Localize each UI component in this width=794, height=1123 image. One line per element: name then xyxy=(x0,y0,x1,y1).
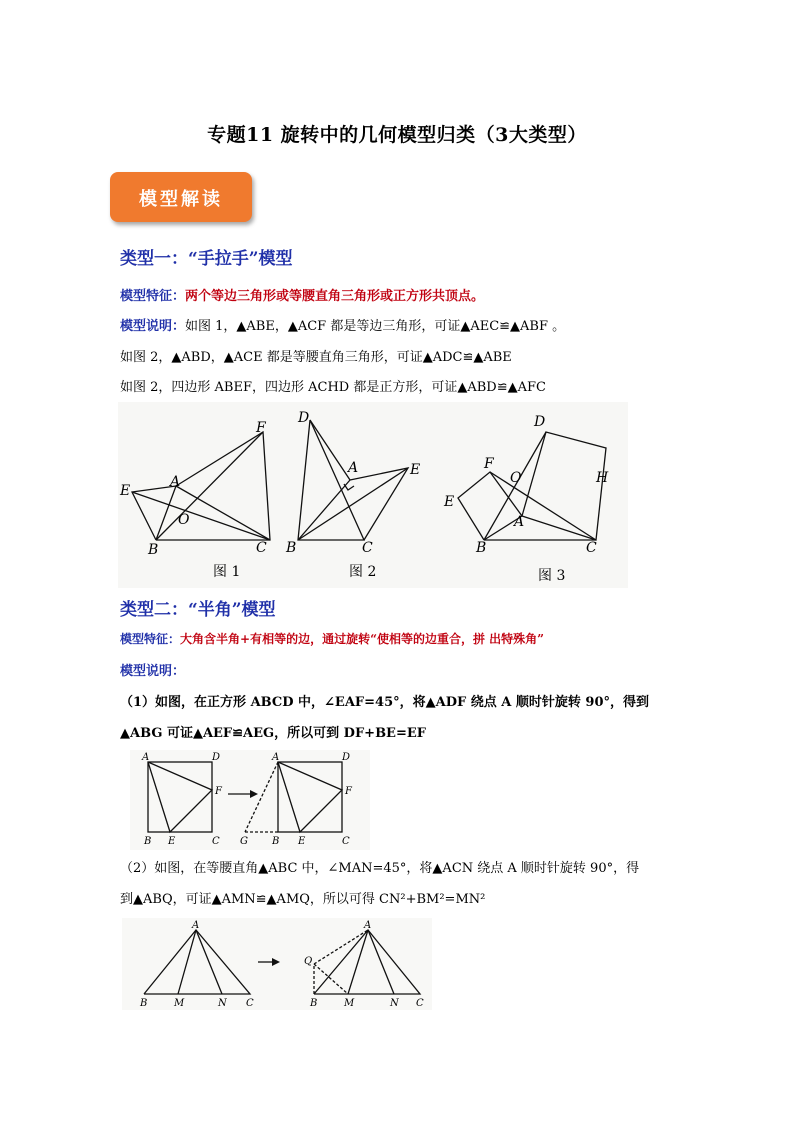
svg-text:B: B xyxy=(272,836,280,847)
svg-text:M: M xyxy=(344,998,355,1009)
fig1-label-b: B xyxy=(148,542,159,558)
svg-text:Q: Q xyxy=(304,956,313,967)
type2-p1-line1: （1）如图，在正方形 ABCD 中，∠EAF=45°，将▲ADF 绕点 A 顺时针旋转 90°，得到 xyxy=(120,695,650,710)
svg-text:E: E xyxy=(298,836,306,847)
type1-line3: 如图 2，四边形 ABEF，四边形 ACHD 都是正方形，可证▲ABD≌▲AFC xyxy=(120,380,546,395)
type1-feature-label: 模型特征： xyxy=(120,289,186,304)
svg-text:M: M xyxy=(174,998,185,1009)
fig1-label-f: F xyxy=(256,420,266,436)
svg-text:C: C xyxy=(246,998,254,1009)
svg-text:C: C xyxy=(416,998,424,1009)
fig3-label-d: D xyxy=(534,414,546,430)
fig1-label-c: C xyxy=(256,540,267,556)
fig1-label-a: A xyxy=(170,474,181,490)
type1-explain-line1 xyxy=(120,315,565,334)
type2-figure-1 xyxy=(130,750,370,850)
svg-text:A: A xyxy=(272,752,280,763)
type2-feature xyxy=(120,630,544,647)
fig2-label-c: C xyxy=(362,540,373,556)
fig3-label-o: O xyxy=(510,470,522,486)
section-banner xyxy=(110,172,252,222)
fig3-caption: 图 3 xyxy=(538,568,566,584)
fig1-caption: 图 1 xyxy=(213,564,241,580)
page-title: 专题11 旋转中的几何模型归类（3大类型） xyxy=(207,124,587,146)
type1-line2: 如图 2，▲ABD，▲ACE 都是等腰直角三角形，可证▲ADC≌▲ABE xyxy=(120,350,512,365)
fig1-label-o: O xyxy=(178,512,190,528)
type1-explain-label: 模型说明： xyxy=(120,319,186,334)
fig2-caption: 图 2 xyxy=(349,564,377,580)
fig3-label-h: H xyxy=(596,470,609,486)
svg-text:A: A xyxy=(192,920,200,931)
svg-text:B: B xyxy=(310,998,318,1009)
type1-feature-text: 两个等边三角形或等腰直角三角形或正方形共顶点。 xyxy=(185,289,485,304)
fig3-label-a: A xyxy=(514,514,525,530)
svg-text:E: E xyxy=(168,836,176,847)
svg-text:D: D xyxy=(212,752,221,763)
fig3-label-e: E xyxy=(444,494,455,510)
type2-explain-label: 模型说明： xyxy=(120,664,186,679)
svg-text:G: G xyxy=(240,836,248,847)
svg-text:F: F xyxy=(215,786,222,797)
svg-text:B: B xyxy=(144,836,152,847)
type1-line1: 如图 1，▲ABE，▲ACF 都是等边三角形，可证▲AEC≌▲ABF 。 xyxy=(185,319,566,334)
svg-text:C: C xyxy=(342,836,350,847)
fig2-label-e: E xyxy=(410,462,421,478)
svg-text:N: N xyxy=(218,998,227,1009)
fig2-label-d: D xyxy=(298,410,310,426)
svg-text:A: A xyxy=(142,752,150,763)
type2-p1-line2: ▲ABG 可证▲AEF≌AEG，所以可到 DF+BE=EF xyxy=(120,726,427,741)
svg-text:D: D xyxy=(342,752,351,763)
banner-label: 模型解读 xyxy=(139,189,223,210)
fig3-label-c: C xyxy=(586,540,597,556)
fig1-label-e: E xyxy=(120,483,131,499)
type2-figure-2 xyxy=(122,918,432,1010)
svg-text:B: B xyxy=(140,998,148,1009)
svg-text:C: C xyxy=(212,836,220,847)
type1-heading: 类型一：“手拉手”模型 xyxy=(120,249,293,269)
type2-feature-label: 模型特征： xyxy=(120,632,181,646)
svg-text:A: A xyxy=(364,920,372,931)
fig2-label-b: B xyxy=(286,540,297,556)
type1-figures xyxy=(118,402,628,588)
svg-text:F: F xyxy=(345,786,352,797)
fig3-label-b: B xyxy=(476,540,487,556)
type2-feature-text: 大角含半角+有相等的边，通过旋转“使相等的边重合，拼 出特殊角” xyxy=(180,632,545,646)
type2-p2-line2: 到▲ABQ，可证▲AMN≌▲AMQ，所以可得 CN²+BM²=MN² xyxy=(120,892,486,907)
fig3-label-f: F xyxy=(484,456,494,472)
fig2-label-a: A xyxy=(348,460,359,476)
type1-feature xyxy=(120,285,484,304)
type2-p2-line1: （2）如图，在等腰直角▲ABC 中，∠MAN=45°，将▲ACN 绕点 A 顺时针旋转 90°，得 xyxy=(120,861,640,876)
svg-text:N: N xyxy=(390,998,399,1009)
type2-heading: 类型二：“半角”模型 xyxy=(120,600,276,620)
